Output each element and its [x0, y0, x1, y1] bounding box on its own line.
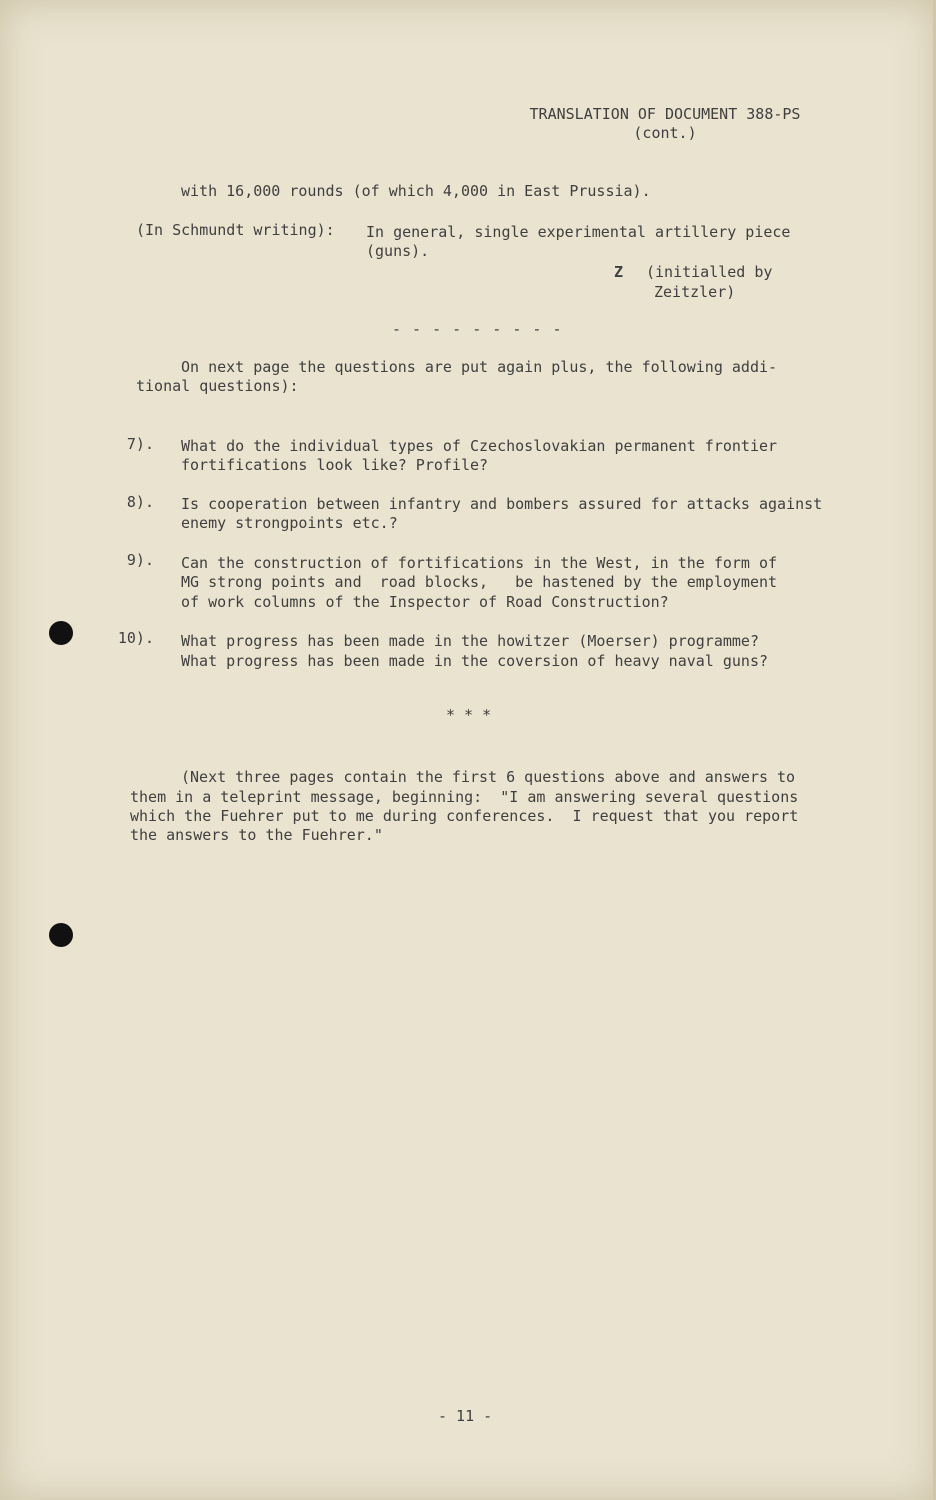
question-line: of work columns of the Inspector of Road Construction?	[181, 593, 669, 611]
closing-line: the answers to the Fuehrer."	[130, 826, 383, 844]
closing-line: (Next three pages contain the first 6 questions above and answers to	[181, 768, 796, 786]
intro-line2: tional questions):	[136, 377, 299, 395]
schmundt-text-line2: (guns).	[366, 242, 430, 260]
question-number: 8).	[126, 493, 154, 511]
question-line: Is cooperation between infantry and bombers assured for attacks against	[181, 495, 823, 513]
question-line: What do the individual types of Czechoslovakian permanent frontier	[181, 437, 778, 455]
heading-cont: (cont.)	[633, 124, 697, 142]
schmundt-text-line1: In general, single experimental artillery piece	[366, 223, 791, 241]
question-line: enemy strongpoints etc.?	[181, 514, 398, 532]
punch-hole-bottom	[49, 923, 73, 947]
question-number: 7).	[126, 435, 154, 453]
initialled-line1: (initialled by	[646, 263, 773, 281]
question-number: 10).	[117, 629, 154, 647]
document-heading	[520, 105, 810, 143]
intro-line1: On next page the questions are put again plus, the following addi-	[181, 358, 778, 376]
schmundt-label: (In Schmundt writing):	[136, 221, 335, 239]
body-line-rounds: with 16,000 rounds (of which 4,000 in East Prussia).	[181, 182, 651, 200]
closing-line: them in a teleprint message, beginning: "I am answering several questions	[130, 788, 799, 806]
question-line: What progress has been made in the howitzer (Moerser) programme?	[181, 632, 759, 650]
initial-mark: Z	[614, 263, 624, 281]
question-line: MG strong points and road blocks, be hastened by the employment	[181, 573, 778, 591]
closing-line: which the Fuehrer put to me during conferences. I request that you report	[130, 807, 799, 825]
initialled-line2: Zeitzler)	[654, 283, 736, 301]
page-number: - 11 -	[438, 1407, 493, 1425]
question-line: Can the construction of fortifications in the West, in the form of	[181, 554, 778, 572]
question-line: fortifications look like? Profile?	[181, 456, 489, 474]
heading-title: TRANSLATION OF DOCUMENT 388-PS	[529, 105, 801, 123]
separator-line: - - - - - - - - -	[392, 320, 563, 338]
question-line: What progress has been made in the coversion of heavy naval guns?	[181, 652, 768, 670]
section-stars: * * *	[446, 706, 492, 724]
question-number: 9).	[126, 551, 154, 569]
punch-hole-top	[49, 621, 73, 645]
